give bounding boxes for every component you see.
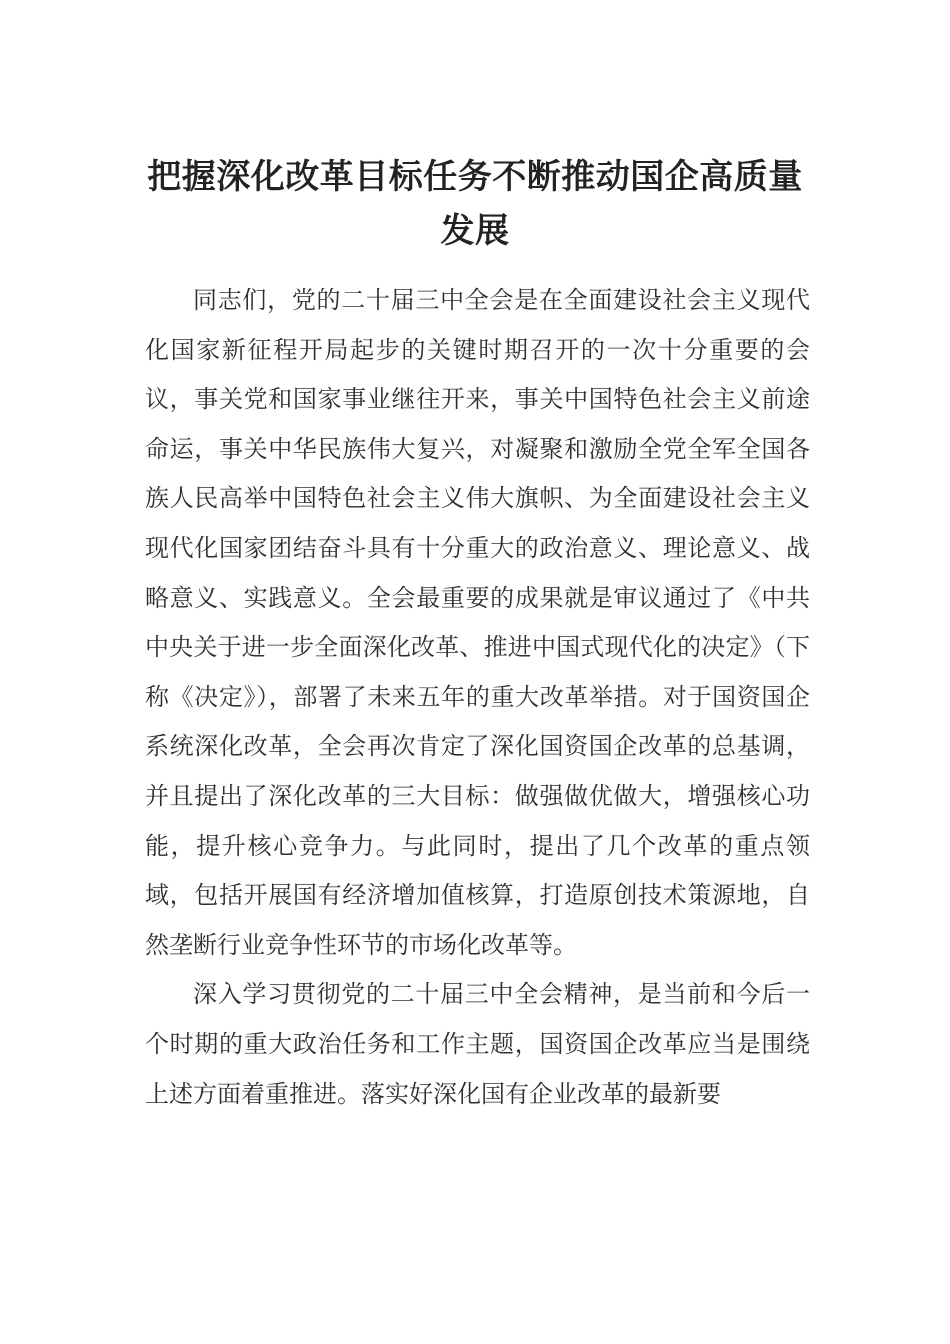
document-body [145,276,810,1119]
document-title: 把握深化改革目标任务不断推动国企高质量发展 [147,157,803,251]
paragraph-1: 同志们，党的二十届三中全会是在全面建设社会主义现代化国家新征程开局起步的关键时期召开的一次十分重要的会议，事关党和国家事业继往开来，事关中国特色社会主义前途命运，事关中华民族伟大复兴，对凝聚和激励全党全军全国各族人民高举中国特色社会主义伟大旗帜、为全面建设社会主义现代化国家团结奋斗具有十分重大的政治意义、理论意义、战略意义、实践意义。全会最重要的成果就是审议通过了《中共中央关于进一步全面深化改革、推进中国式现代化的决定》（下称《决定》），部署了未来五年的重大改革举措。对于国资国企系统深化改革，全会再次肯定了深化国资国企改革的总基调，并且提出了深化改革的三大目标：做强做优做大，增强核心功能，提升核心竞争力。与此同时，提出了几个改革的重点领域，包括开展国有经济增加值核算，打造原创技术策源地，自然垄断行业竞争性环节的市场化改革等。 [145,286,810,959]
paragraph-2: 深入学习贯彻党的二十届三中全会精神，是当前和今后一个时期的重大政治任务和工作主题，国资国企改革应当是围绕上述方面着重推进。落实好深化国有企业改革的最新要 [145,980,810,1108]
